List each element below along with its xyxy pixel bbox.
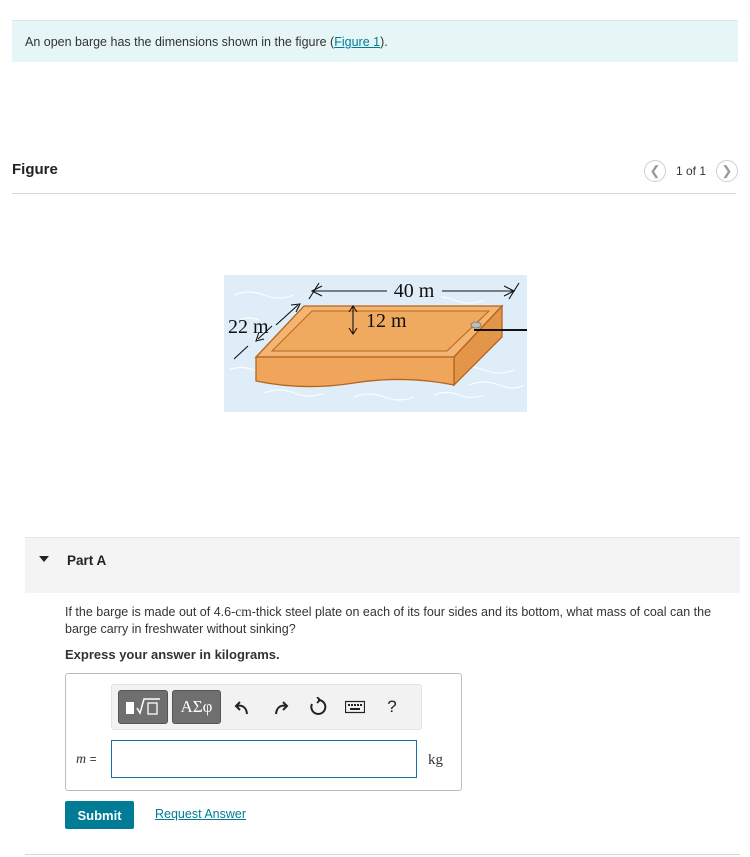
intro-text-after: ).	[380, 35, 388, 49]
templates-button[interactable]	[118, 690, 168, 724]
variable-symbol: m	[76, 752, 87, 767]
figure-link[interactable]: Figure 1	[334, 35, 381, 49]
question-unit: cm	[235, 604, 252, 619]
part-a-title: Part A	[67, 553, 107, 568]
reset-icon	[308, 697, 328, 717]
part-a-header[interactable]	[25, 537, 740, 593]
barge-diagram	[224, 275, 527, 412]
collapse-caret-icon[interactable]	[39, 556, 49, 562]
chevron-right-icon: ❯	[721, 163, 733, 178]
keyboard-icon	[345, 700, 365, 714]
answer-input[interactable]	[111, 740, 417, 778]
barge-figure	[224, 275, 527, 412]
submit-button[interactable]: Submit	[65, 801, 134, 829]
question-text	[65, 603, 745, 638]
undo-icon	[234, 698, 252, 716]
question-text-after: -thick steel plate on each of its four sides and its bottom, what mass of coal can the barge carry in freshwater without sinking?	[65, 605, 712, 636]
answer-box	[65, 673, 462, 791]
variable-label	[76, 752, 97, 768]
redo-icon	[271, 698, 289, 716]
help-button[interactable]: ?	[387, 697, 397, 716]
greek-symbols-button[interactable]: ΑΣφ	[172, 690, 221, 724]
pager-text: 1 of 1	[675, 164, 706, 178]
templates-icon	[124, 696, 162, 718]
equals-sign: =	[89, 752, 97, 766]
bottom-divider	[25, 854, 740, 855]
keyboard-button[interactable]	[341, 693, 369, 721]
answer-instruction: Express your answer in kilograms.	[65, 647, 280, 662]
figure-pager	[644, 160, 738, 182]
length-label: 40 m	[393, 280, 435, 302]
question-text-before: If the barge is made out of 4.6-	[65, 605, 236, 619]
request-answer-link[interactable]: Request Answer	[155, 807, 247, 821]
mooring-cleat	[471, 322, 481, 328]
width-label: 22 m	[228, 316, 269, 338]
figure-title: Figure	[12, 161, 58, 178]
undo-button[interactable]	[229, 693, 257, 721]
math-toolbar	[111, 684, 422, 730]
next-figure-button[interactable]	[716, 160, 738, 182]
problem-intro	[12, 20, 738, 62]
intro-text-before: An open barge has the dimensions shown in the figure (	[25, 35, 335, 49]
figure-divider	[12, 193, 736, 194]
unit-label: kg	[428, 752, 443, 768]
intro-text	[25, 35, 388, 49]
reset-button[interactable]	[304, 693, 332, 721]
redo-button[interactable]	[266, 693, 294, 721]
chevron-left-icon: ❮	[649, 163, 661, 178]
depth-label: 12 m	[366, 310, 407, 332]
prev-figure-button[interactable]	[644, 160, 666, 182]
